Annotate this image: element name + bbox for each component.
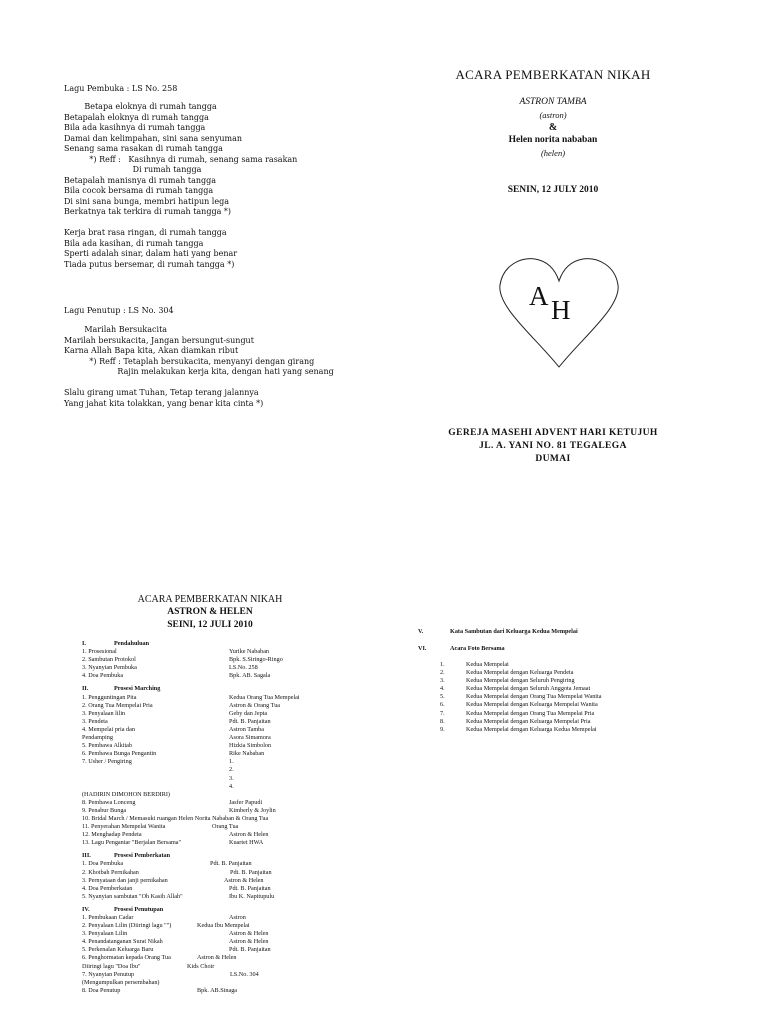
- program-item: [82, 860, 342, 868]
- program-item-label: 3. Pendeta: [82, 717, 108, 725]
- program-item: [82, 938, 342, 946]
- lyric-line: Damai dan kelimpahan, sini sana senyuman: [64, 133, 242, 143]
- program-item: [82, 807, 342, 815]
- photo-item-number: 9.: [440, 725, 445, 733]
- opening-hymn-header: Lagu Pembuka : LS No. 258: [64, 84, 178, 93]
- section-title: Prosesi Marching: [114, 685, 161, 693]
- photo-item-number: 5.: [440, 693, 445, 701]
- closing-hymn-header: Lagu Penutup : LS No. 304: [64, 306, 174, 315]
- program-item-person: Yurike Nababan: [229, 648, 270, 656]
- lyric-line: Slalu girang umat Tuhan, Tetap terang jalannya: [64, 388, 259, 397]
- program-item-label: 7. Usher / Pengiring: [82, 758, 132, 766]
- section-vi-number: VI.: [418, 645, 427, 652]
- program-item-label: 1. Prosesional: [82, 648, 117, 656]
- program-item-person: Bpk. AB.Sinaga: [197, 986, 238, 994]
- program-item-person: Pdt. B. Panjaitan: [229, 946, 271, 954]
- photo-item-text: Kedua Mempelai dengan Orang Tua Mempelai Pria: [466, 709, 595, 717]
- program-item-label: 8. Pembawa Lonceng: [82, 798, 136, 806]
- photo-session-list: [440, 661, 680, 734]
- program-item-label: 12. Menghadap Pendeta: [82, 831, 142, 839]
- program-item: [82, 979, 342, 987]
- cover-date: SENIN, 12 JULY 2010: [507, 185, 599, 195]
- program-item-label: 2. Orang Tua Mempelai Pria: [82, 701, 153, 709]
- program-item: [82, 823, 342, 831]
- program-item: [82, 922, 342, 930]
- program-title: ACARA PEMBERKATAN NIKAH: [137, 594, 283, 605]
- program-item: [82, 791, 342, 799]
- program-item-person: Kedua Ibu Mempelai: [197, 922, 250, 930]
- lyric-line: Di rumah tangga: [64, 165, 202, 174]
- lyric-line: Marilah Bersukacita: [64, 325, 168, 334]
- program-item-label: 11. Penyerahan Mempelai Wanita: [82, 823, 166, 831]
- program-item-person: 2.: [229, 766, 234, 774]
- program-item-person: 4.: [229, 782, 234, 790]
- opening-hymn-lyrics: [64, 102, 297, 270]
- program-item-person: Orang Tua: [212, 823, 239, 831]
- program-item-person: Pdt. B. Panjaitan: [230, 868, 272, 876]
- program-item: [82, 664, 342, 672]
- lyric-line: Berkatnya tak terkira di rumah tangga *): [64, 207, 232, 216]
- program-item-person: Kids Choir: [187, 962, 215, 970]
- photo-item-text: Kedua Mempelai dengan Orang Tua Mempelai Wanita: [466, 693, 602, 701]
- program-item: [82, 672, 342, 680]
- lyric-line: Rajin melakukan kerja kita, dengan hati yang senang: [64, 367, 334, 376]
- program-item: [82, 963, 342, 971]
- program-item-label: 6. Pembawa Bunga Pengantin: [82, 750, 157, 758]
- program-item-person: Astron & Helen: [229, 831, 269, 839]
- program-item-label: 8. Doa Penutup: [82, 986, 121, 994]
- program-item-label: 5. Perkenalan Keluarga Baru: [82, 946, 154, 954]
- photo-item-text: Kedua Mempelai: [466, 661, 509, 668]
- lyric-line: Yang jahat kita tolakkan, yang benar kita cinta *): [64, 398, 264, 408]
- lyric-line: Kerja brat rasa ringan, di rumah tangga: [64, 228, 227, 237]
- heart-emblem: [495, 255, 623, 370]
- program-item-label: (HADIRIN DIMOHON BERDIRI): [82, 790, 170, 798]
- bride-name: Helen norita nababan: [508, 135, 598, 145]
- section-number: II.: [82, 685, 89, 693]
- program-item-label: 4. Doa Pemberkatan: [82, 884, 133, 892]
- program-item-label: 9. Penabur Bunga: [82, 806, 127, 814]
- lyric-line: *) Reff : Tetaplah bersukacita, menyanyi dengan girang: [64, 356, 315, 366]
- program-item-person: Kedua Orang Tua Mempelai: [229, 693, 300, 701]
- program-item: [82, 750, 342, 758]
- program-item-label: 2. Sambutan Protokol: [82, 656, 136, 664]
- program-item-person: LS.No. 258: [229, 664, 258, 672]
- program-item-label: 3. Penyalaan Lilin: [82, 930, 128, 938]
- lyric-line: Karna Allah Bapa kita, Akan diamkan ribut: [64, 346, 239, 355]
- program-item-person: Hizkia Simbolon: [229, 742, 272, 750]
- program-item-person: Kuartet HWA: [229, 839, 264, 847]
- photo-item-text: Kedua Mempelai dengan Keluarga Kedua Mempelai: [466, 725, 597, 733]
- program-item-person: 3.: [229, 774, 234, 782]
- groom-name: ASTRON TAMBA: [519, 97, 587, 107]
- program-item-person: Pdt. B. Panjaitan: [229, 884, 271, 892]
- program-item-label: 3. Penyalaan lilin: [82, 709, 126, 717]
- program-item: [82, 710, 342, 718]
- program-section-header: [82, 906, 342, 914]
- program-item: [82, 930, 342, 938]
- program-item: [82, 742, 342, 750]
- photo-item-text: Kedua Mempelai dengan Seluruh Pengiring: [466, 677, 575, 685]
- program-item-person: Kimberly & Joylin: [229, 806, 276, 814]
- program-item-label: Pendamping: [82, 734, 113, 742]
- lyric-line: Bila cocok bersama di rumah tangga: [64, 186, 214, 195]
- photo-item-text: Kedua Mempelai dengan Keluarga Mempelai Pria: [466, 717, 591, 725]
- lyric-line: Bila ada kasihan, di rumah tangga: [64, 238, 204, 248]
- section-title: Pendahuluan: [114, 640, 150, 647]
- photo-item-text: Kedua Mempelai dengan Keluarga Mempelai Wanita: [466, 701, 598, 709]
- program-item: [82, 869, 342, 877]
- program-item-label: 5. Nyanyian sambutan "Oh Kasih Allah": [82, 892, 183, 900]
- photo-item: [440, 661, 680, 669]
- lyric-line: Betapalah eloknya di rumah tangga: [64, 112, 209, 122]
- section-v-number: V.: [418, 628, 424, 635]
- program-item-label: 13. Lagu Pengantar "Berjalan Bersama": [82, 839, 182, 847]
- program-item: [82, 775, 342, 783]
- program-item-person: Bpk. S.Siringo-Ringo: [229, 656, 283, 664]
- program-item-person: Rike Nababan: [229, 750, 265, 758]
- program-item-person: LS.No. 304: [230, 970, 259, 978]
- program-item-person: Astron & Helen: [229, 930, 269, 938]
- ampersand: &: [548, 122, 558, 133]
- program-item-person: Astron: [229, 914, 246, 921]
- program-item-label: 3. Pernyataan dan janji pernikahan: [82, 876, 168, 884]
- church-address: JL. A. YANI NO. 81 TEGALEGA: [479, 441, 627, 451]
- program-item-person: Bpk. AB. Sagala: [229, 672, 271, 680]
- program-item-label: 6. Penghormatan kepada Orang Tua: [82, 954, 171, 962]
- program-item: [82, 954, 342, 962]
- program-item: [82, 766, 342, 774]
- program-item-label: 3. Nyanyian Pembuka: [82, 664, 137, 672]
- photo-item-text: Kedua Mempelai dengan Seluruh Anggota Jemaat: [466, 685, 591, 693]
- photo-item-number: 2.: [440, 669, 445, 677]
- program-item: [82, 726, 342, 734]
- photo-item: [440, 677, 680, 685]
- program-section-header: [82, 685, 342, 693]
- program-list: [82, 640, 342, 995]
- program-item: [82, 914, 342, 922]
- program-item: [82, 885, 342, 893]
- church-city: DUMAI: [535, 454, 571, 464]
- section-number: III.: [82, 852, 91, 860]
- program-item: [82, 971, 342, 979]
- program-item: [82, 734, 342, 742]
- photo-item: [440, 710, 680, 718]
- program-item-person: Asora Simamora: [229, 734, 271, 742]
- lyric-line: [64, 378, 334, 389]
- lyric-line: Sperti adalah sinar, dalam hati yang benar: [64, 249, 238, 258]
- program-item: [82, 877, 342, 885]
- program-item-person: Astron Tamba: [229, 725, 265, 733]
- program-item: [82, 648, 342, 656]
- program-item-label: 1. Doa Pembuka: [82, 860, 124, 868]
- program-item-person: Astron & Helen: [229, 938, 269, 946]
- photo-item-number: 8.: [440, 717, 445, 725]
- bride-nickname: (helen): [540, 148, 566, 158]
- lyric-line: *) Reff : Kasihnya di rumah, senang sama rasakan: [64, 154, 298, 164]
- groom-nickname: (astron): [539, 110, 567, 120]
- photo-item-number: 7.: [440, 709, 445, 717]
- program-item-label: 4. Mempelai pria dan: [82, 725, 135, 733]
- lyric-line: Betapa eloknya di rumah tangga: [64, 102, 217, 111]
- photo-item: [440, 693, 680, 701]
- program-item: [82, 799, 342, 807]
- program-couple: ASTRON & HELEN: [167, 607, 253, 617]
- program-item-person: Jasfer Papudi: [229, 798, 263, 806]
- lyric-line: Bila ada kasihnya di rumah tangga: [64, 123, 206, 132]
- program-item: [82, 893, 342, 901]
- photo-item: [440, 718, 680, 726]
- lyric-line: Marilah bersukacita, Jangan bersungut-sungut: [64, 335, 254, 345]
- photo-item-number: 1.: [440, 661, 445, 668]
- lyric-line: [64, 218, 297, 229]
- section-v-title: Kata Sambutan dari Keluarga Kedua Mempelai: [450, 628, 578, 635]
- program-item: [82, 694, 342, 702]
- initial-h: H: [551, 295, 571, 325]
- program-item-person: Ibu K. Napitupulu: [229, 892, 275, 900]
- program-item-label: 2. Khotbah Pernikahan: [82, 868, 139, 876]
- program-item: [82, 718, 342, 726]
- program-item-label: 4. Penandatanganan Surat Nikah: [82, 938, 163, 946]
- program-item-person: Pdt. B. Panjaitan: [210, 860, 252, 868]
- program-item-label: 1. Pembukaan Cadar: [82, 914, 134, 921]
- photo-item-text: Kedua Mempelai dengan Keluarga Pendeta: [466, 669, 574, 677]
- program-item: [82, 839, 342, 847]
- program-item-label: 10. Bridal March / Memasuki ruangan Helen Norita Nababan & Orang Tua: [82, 814, 269, 822]
- photo-item-number: 3.: [440, 677, 445, 685]
- section-number: I.: [82, 640, 86, 647]
- photo-item: [440, 701, 680, 709]
- cover-title: ACARA PEMBERKATAN NIKAH: [455, 67, 651, 82]
- program-item-person: 1.: [229, 758, 234, 766]
- closing-hymn-lyrics: [64, 325, 334, 409]
- program-item-person: Pdt. B. Panjaitan: [229, 717, 271, 725]
- lyric-line: Betapalah manisnya di rumah tangga: [64, 175, 217, 185]
- section-title: Prosesi Penutupan: [114, 905, 164, 913]
- program-item: [82, 987, 342, 995]
- program-item: [82, 758, 342, 766]
- lyric-line: Tiada putus bersemar, di rumah tangga *): [64, 259, 235, 269]
- program-item-person: Astron & Orang Tua: [229, 701, 281, 709]
- program-item: [82, 656, 342, 664]
- program-item-label: (Mengumpulkan persembahan): [82, 978, 160, 986]
- initial-a: A: [529, 281, 549, 311]
- lyric-line: Di sini sana bunga, membri hatipun lega: [64, 196, 229, 206]
- program-item-label: 7. Nyanyian Penutup: [82, 970, 135, 978]
- section-number: IV.: [82, 905, 90, 913]
- lyric-line: Senang sama rasakan di rumah tangga: [64, 144, 223, 153]
- section-title: Prosesi Pemberkatan: [114, 852, 171, 860]
- program-item-label: 5. Pembawa Alkitab: [82, 742, 133, 750]
- program-item-person: Geby dan Jepta: [229, 709, 268, 717]
- program-item-person: Astron & Helen: [224, 876, 264, 884]
- program-item: [82, 946, 342, 954]
- program-item-label: 2. Penyalaan Lilin (Diiringi lagu ""): [82, 922, 172, 930]
- photo-item: [440, 726, 680, 734]
- program-item: [82, 783, 342, 791]
- section-vi-title: Acara Foto Bersama: [450, 645, 505, 652]
- photo-item-number: 6.: [440, 701, 445, 709]
- program-date: SEINI, 12 JULI 2010: [167, 620, 253, 630]
- program-item: [82, 702, 342, 710]
- program-item: [82, 831, 342, 839]
- program-item-label: Diiringi lagu "Doa Ibu": [82, 962, 141, 970]
- program-item-person: Astron & Helen: [197, 954, 237, 962]
- program-item: [82, 815, 342, 823]
- photo-item: [440, 685, 680, 693]
- program-section-header: [82, 852, 342, 860]
- church-name: GEREJA MASEHI ADVENT HARI KETUJUH: [448, 428, 658, 438]
- photo-item-number: 4.: [440, 685, 445, 693]
- program-item-label: 1. Pengguntingan Pita: [82, 693, 137, 701]
- photo-item: [440, 669, 680, 677]
- program-item-label: 4. Doa Pembuka: [82, 672, 124, 680]
- program-section-header: [82, 640, 342, 648]
